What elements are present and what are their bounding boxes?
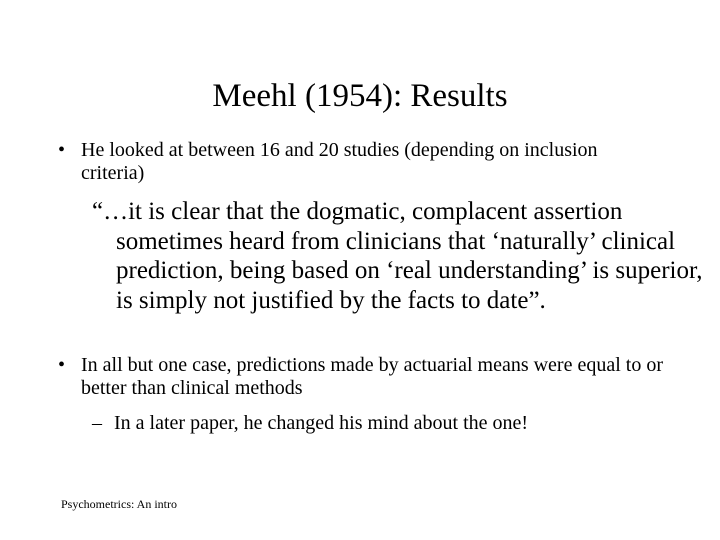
bullet-text: He looked at between 16 and 20 studies (depending on inclusion criteria)	[81, 139, 598, 184]
dash-symbol: –	[92, 412, 102, 434]
quote-text: “…it is clear that the dogmatic, complacent assertion sometimes heard from clinicians that ‘naturally’ clinical prediction, being based on ‘real understanding’ is superior, is simply not justified by the facts to date”.	[92, 198, 703, 314]
bullet-symbol: •	[58, 354, 66, 376]
slide-footer: Psychometrics: An intro	[61, 497, 177, 511]
slide-title: Meehl (1954): Results	[212, 78, 508, 114]
bullet-text: In all but one case, predictions made by actuarial means were equal to or better than clinical methods	[81, 354, 663, 399]
bullet-symbol: •	[58, 139, 66, 161]
sub-bullet-text: In a later paper, he changed his mind about the one!	[114, 412, 529, 434]
